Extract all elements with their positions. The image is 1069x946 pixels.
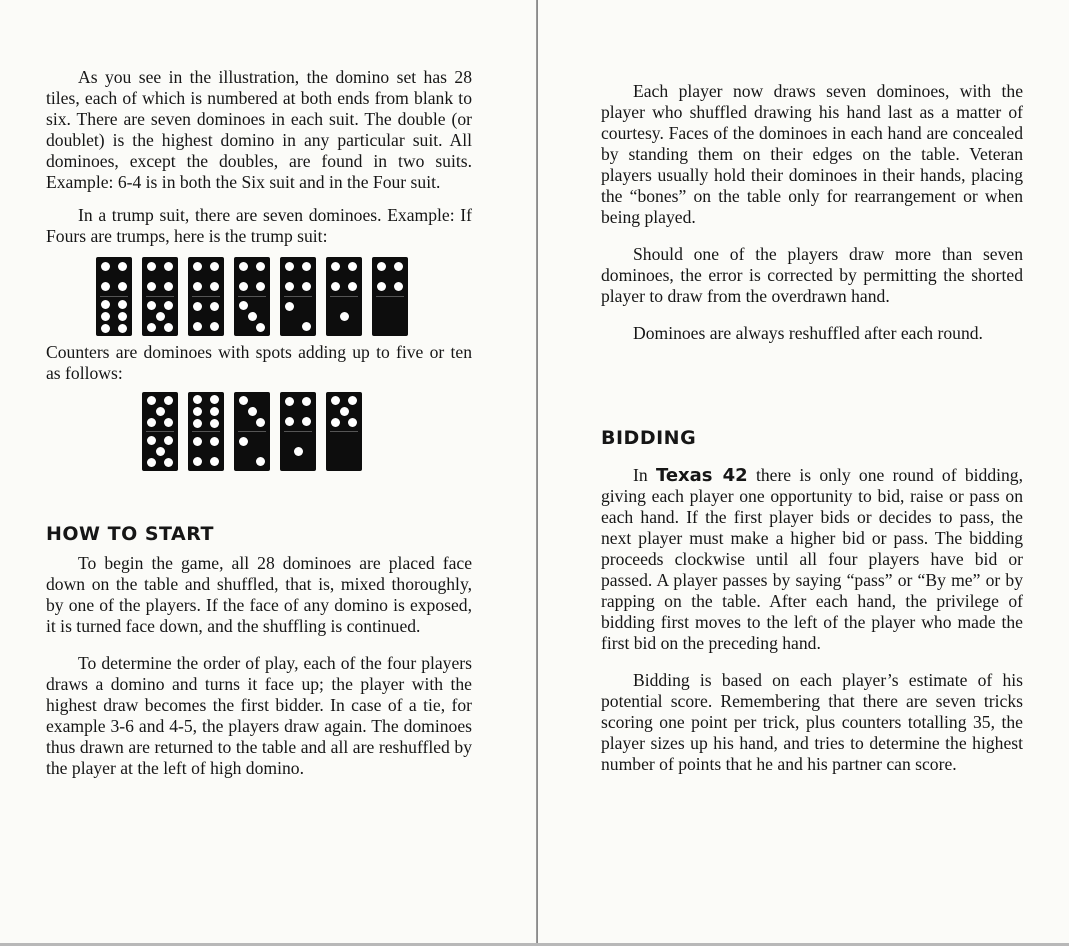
domino-pip xyxy=(210,282,219,291)
bidding-paragraph: In Texas 42 there is only one round of bidding, giving each player one opportunity to bid, raise or pass on each hand. If the first player bids or decides to pass, the next player must make a higher bid or pass. The bidding proceeds clockwise until all four players have bid or passed. A player passes by saying “pass” or “By me” or by rapping on the table. After each hand, the privilege of bidding first moves to the left of the player who made the first bid on the preceding hand. xyxy=(601,465,1023,653)
domino-half xyxy=(326,257,362,296)
domino-pip xyxy=(256,282,265,291)
domino-half xyxy=(188,432,224,471)
domino-half xyxy=(326,297,362,336)
domino-pip xyxy=(331,418,340,427)
domino-pip xyxy=(302,417,311,426)
domino-half xyxy=(142,297,178,336)
domino-half xyxy=(96,297,132,336)
domino-pip xyxy=(147,396,156,405)
domino-pip xyxy=(285,417,294,426)
domino-pip xyxy=(248,312,257,321)
domino-pip xyxy=(156,407,165,416)
domino-pip xyxy=(331,262,340,271)
domino-pip xyxy=(156,312,165,321)
domino-half xyxy=(280,297,316,336)
domino-pip xyxy=(302,397,311,406)
drawing-paragraph: Each player now draws seven dominoes, with the player who shuffled drawing his hand last as a matter of courtesy. Faces of the dominoes in each hand are concealed by standing them on their edges on the table. Veteran players usually hold their dominoes in their hands, placing the “bones” on the table only for rearrangement or when being played. xyxy=(601,81,1023,227)
domino-pip xyxy=(248,407,257,416)
domino-pip xyxy=(348,262,357,271)
domino-tile xyxy=(326,257,362,336)
domino-pip xyxy=(193,457,202,466)
trump-suit-dominoes xyxy=(96,257,472,336)
domino-tile xyxy=(234,392,270,471)
domino-pip xyxy=(210,457,219,466)
domino-pip xyxy=(210,395,219,404)
domino-pip xyxy=(377,282,386,291)
domino-pip xyxy=(302,322,311,331)
domino-pip xyxy=(147,301,156,310)
domino-pip xyxy=(147,436,156,445)
domino-half xyxy=(234,257,270,296)
left-column xyxy=(46,67,472,779)
domino-pip xyxy=(239,282,248,291)
domino-pip xyxy=(210,419,219,428)
domino-pip xyxy=(331,396,340,405)
domino-half xyxy=(326,432,362,471)
order-of-play-paragraph: To determine the order of play, each of the four players draws a domino and turns it face up; the player with the highest draw becomes the first bidder. In case of a tie, for example 3-6 and 4-5, the players draw again. The dominoes thus drawn are returned to the table and all are reshuffled by the player at the left of high domino. xyxy=(46,653,472,778)
domino-pip xyxy=(193,282,202,291)
domino-pip xyxy=(164,282,173,291)
intro-paragraph: As you see in the illustration, the domino set has 28 tiles, each of which is numbered at both ends from blank to six. There are seven dominoes in each suit. The double (or doublet) is the highest domino in any particular suit. All dominoes, except the doubles, are found in two suits. Example: 6-4 is in both the Six suit and in the Four suit. xyxy=(46,67,472,192)
domino-half xyxy=(372,297,408,336)
domino-pip xyxy=(193,302,202,311)
domino-pip xyxy=(210,302,219,311)
domino-pip xyxy=(193,437,202,446)
domino-pip xyxy=(348,396,357,405)
domino-pip xyxy=(156,447,165,456)
domino-tile xyxy=(96,257,132,336)
domino-pip xyxy=(348,418,357,427)
how-to-start-heading: HOW TO START xyxy=(46,523,214,545)
domino-half xyxy=(234,432,270,471)
domino-pip xyxy=(147,282,156,291)
domino-pip xyxy=(210,262,219,271)
domino-pip xyxy=(147,262,156,271)
domino-pip xyxy=(294,447,303,456)
page-fold xyxy=(537,0,538,944)
domino-half xyxy=(142,432,178,471)
domino-tile xyxy=(280,257,316,336)
domino-half xyxy=(96,257,132,296)
right-column xyxy=(601,81,1023,775)
texas-42-brand: Texas 42 xyxy=(655,465,748,486)
counters-paragraph: Counters are dominoes with spots adding up to five or ten as follows: xyxy=(46,342,472,383)
domino-pip xyxy=(285,302,294,311)
domino-pip xyxy=(164,301,173,310)
domino-pip xyxy=(118,324,127,333)
domino-tile xyxy=(280,392,316,471)
domino-pip xyxy=(239,437,248,446)
domino-pip xyxy=(285,282,294,291)
domino-pip xyxy=(394,262,403,271)
domino-half xyxy=(280,432,316,471)
domino-pip xyxy=(101,282,110,291)
domino-pip xyxy=(164,396,173,405)
domino-pip xyxy=(239,301,248,310)
domino-pip xyxy=(118,282,127,291)
domino-pip xyxy=(193,322,202,331)
domino-half xyxy=(142,257,178,296)
domino-pip xyxy=(164,458,173,467)
domino-half xyxy=(234,297,270,336)
bidding-heading: BIDDING xyxy=(601,427,697,449)
domino-pip xyxy=(193,395,202,404)
domino-pip xyxy=(302,262,311,271)
domino-tile xyxy=(188,392,224,471)
domino-pip xyxy=(101,262,110,271)
domino-pip xyxy=(164,436,173,445)
domino-pip xyxy=(348,282,357,291)
domino-half xyxy=(188,392,224,431)
domino-pip xyxy=(256,457,265,466)
domino-pip xyxy=(210,407,219,416)
domino-tile xyxy=(234,257,270,336)
domino-pip xyxy=(340,407,349,416)
domino-pip xyxy=(256,418,265,427)
overdraw-paragraph: Should one of the players draw more than seven dominoes, the error is corrected by permitting the shorted player to draw from the overdrawn hand. xyxy=(601,244,1023,306)
domino-pip xyxy=(302,282,311,291)
domino-pip xyxy=(285,397,294,406)
domino-half xyxy=(234,392,270,431)
domino-pip xyxy=(164,262,173,271)
domino-pip xyxy=(147,458,156,467)
domino-pip xyxy=(118,262,127,271)
domino-pip xyxy=(239,396,248,405)
domino-pip xyxy=(394,282,403,291)
domino-half xyxy=(372,257,408,296)
bidding-estimate-paragraph: Bidding is based on each player’s estimate of his potential score. Remembering that there are seven tricks scoring one point per trick, plus counters totalling 35, the player sizes up his hand, and tries to determine the highest number of points that he and his partner can score. xyxy=(601,670,1023,774)
domino-pip xyxy=(256,323,265,332)
domino-pip xyxy=(101,324,110,333)
domino-pip xyxy=(210,437,219,446)
domino-tile xyxy=(142,257,178,336)
domino-half xyxy=(188,257,224,296)
counter-dominoes xyxy=(142,392,472,471)
domino-pip xyxy=(147,323,156,332)
domino-pip xyxy=(164,418,173,427)
domino-pip xyxy=(239,262,248,271)
domino-pip xyxy=(193,262,202,271)
domino-half xyxy=(142,392,178,431)
domino-pip xyxy=(147,418,156,427)
domino-pip xyxy=(377,262,386,271)
reshuffle-paragraph: Dominoes are always reshuffled after each round. xyxy=(633,323,983,343)
domino-half xyxy=(188,297,224,336)
domino-tile xyxy=(326,392,362,471)
domino-pip xyxy=(101,300,110,309)
trump-paragraph: In a trump suit, there are seven dominoes. Example: If Fours are trumps, here is the trump suit: xyxy=(46,205,472,246)
domino-half xyxy=(280,392,316,431)
domino-pip xyxy=(101,312,110,321)
domino-half xyxy=(326,392,362,431)
domino-pip xyxy=(210,322,219,331)
domino-half xyxy=(280,257,316,296)
domino-tile xyxy=(372,257,408,336)
domino-pip xyxy=(164,323,173,332)
domino-tile xyxy=(142,392,178,471)
domino-pip xyxy=(285,262,294,271)
domino-pip xyxy=(193,407,202,416)
how-to-start-paragraph: To begin the game, all 28 dominoes are placed face down on the table and shuffled, that is, mixed thoroughly, by one of the players. If the face of any domino is exposed, it is turned face down, and the shuffling is continued. xyxy=(46,553,472,636)
domino-pip xyxy=(118,300,127,309)
domino-tile xyxy=(188,257,224,336)
domino-pip xyxy=(331,282,340,291)
domino-pip xyxy=(193,419,202,428)
domino-pip xyxy=(340,312,349,321)
domino-pip xyxy=(256,262,265,271)
domino-pip xyxy=(118,312,127,321)
